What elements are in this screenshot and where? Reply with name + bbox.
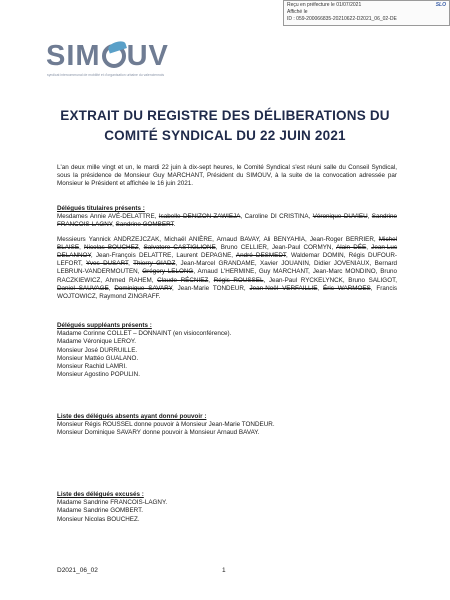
list-item: Monsieur José DURRUILLE. bbox=[57, 346, 138, 354]
list-item: Monsieur Agostino POPULIN. bbox=[57, 371, 140, 379]
excuses-section bbox=[57, 491, 397, 524]
delegate-name: Bruno CELLIER bbox=[220, 243, 267, 251]
list-prefix: Messieurs bbox=[57, 235, 89, 243]
delegate-name: Nicolas BOUCHEZ bbox=[84, 243, 139, 251]
delegate-name: Laurent DEPAGNE bbox=[176, 252, 232, 260]
delegate-name: Alain DÉE bbox=[336, 243, 367, 251]
delegate-name: Ali BENYAHIA bbox=[263, 235, 305, 243]
delegate-name: Waldemar DOMIN bbox=[291, 252, 344, 260]
pouvoir-section bbox=[57, 413, 397, 438]
delegate-name: Yannick ANDRZEJCZAK bbox=[88, 235, 160, 243]
delegate-name: Salvatore CASTIGLIONE bbox=[143, 243, 216, 251]
delegate-name: Éric WARMOES bbox=[323, 284, 371, 292]
list-item: Madame Sandrine FRANCOIS-LAGNY. bbox=[57, 499, 168, 507]
delegate-name: Bernard LEBRUN-VANDERMOUTEN bbox=[57, 260, 398, 276]
delegate-name: Raymond ZINGRAFF bbox=[99, 293, 159, 301]
delegate-name: Jean-Marie TONDEUR bbox=[177, 284, 244, 292]
delegate-name: Dominique SAVARY bbox=[114, 284, 172, 292]
pouvoir-heading: Liste des délégués absents ayant donné pouvoir : bbox=[57, 413, 207, 420]
delegate-name: Annie AVÉ-DELATTRE bbox=[89, 213, 155, 221]
document-title-line2: COMITÉ SYNDICAL DU 22 JUIN 2021 bbox=[104, 128, 346, 143]
logo-name-b: UV bbox=[126, 40, 169, 72]
messieurs-list: Messieurs Yannick ANDRZEJCZAK, Michaël ANIÈRE, Arnaud BAVAY, Ali BENYAHIA, Jean-Roger BERRIER, Michel BLAISE, Nicolas BOUCHEZ, Salvatore CASTIGLIONE, Bruno CELLIER, Jean-Paul CORMYN, Alain DÉE, Jean-Luc DELANNOY, Jean-François DELATTRE, Laurent DEPAGNE, André DESMEDT, Waldemar DOMIN, Régis DUFOUR-LEFORT, Yves DUSART, Thierry GIADZ, Jean-Marcel GRANDAME, Xavier JOUANIN, Didier JOVENIAUX, Bernard LEBRUN-VANDERMOUTEN, Grégory LELONG, Arnaud L'HERMINE, Guy MARCHANT, Jean-Marc MONDINO, Bruno RACZKIEWICZ, Ahmed RAHEM, Claude RÉCNIEZ, Régis ROUSSEL, Jean-Paul RYCKELYNCK, Bruno SALIGOT, Daniel SAUVAGE, Dominique SAVARY, Jean-Marie TONDEUR, Jean-Noël VERFAILLIE, Éric WARMOES, Francis WOJTOWICZ, Raymond ZINGRAFF. bbox=[57, 235, 398, 301]
excuses-heading: Liste des délégués excusés : bbox=[57, 491, 144, 498]
list-item: Monsieur Nicolas BOUCHEZ. bbox=[57, 515, 140, 523]
delegate-name: Jean-Marc MONDINO bbox=[312, 268, 376, 276]
list-item: Monsieur Mattéo GUALANO. bbox=[57, 354, 139, 362]
delegate-name: Grégory LELONG bbox=[142, 268, 194, 276]
delegate-name: Arnaud L'HERMINE bbox=[197, 268, 255, 276]
delegate-name: Bruno RACZKIEWICZ bbox=[57, 268, 398, 284]
delegate-name: Jean-Luc DELANNOY bbox=[57, 243, 398, 260]
delegate-name: Régis DUFOUR-LEFORT bbox=[57, 252, 398, 268]
delegate-name: Jean-François DELATTRE bbox=[95, 252, 172, 260]
list-item: Madame Sandrine GOMBERT. bbox=[57, 507, 143, 515]
titulaires-section bbox=[57, 205, 397, 301]
delegate-name: Caroline DI CRISTINA bbox=[244, 213, 309, 221]
delegate-name: Francis WOJTOWICZ bbox=[57, 284, 398, 301]
delegate-name: Yves DUSART bbox=[86, 260, 129, 268]
delegate-name: Thierry GIADZ bbox=[133, 260, 176, 268]
logo-o-icon bbox=[102, 44, 126, 68]
logo-name-a: SIM bbox=[46, 40, 101, 72]
delegate-name: Guy MARCHANT bbox=[258, 268, 309, 276]
delegate-name: Michaël ANIÈRE bbox=[164, 235, 213, 243]
document-title-line1: EXTRAIT DU REGISTRE DES DÉLIBERATIONS DU bbox=[60, 108, 390, 123]
list-item: Monsieur Régis ROUSSEL donne pouvoir à Monsieur Jean-Marie TONDEUR. bbox=[57, 421, 275, 429]
simouv-logo bbox=[46, 40, 206, 77]
list-item: Madame Corinne COLLET – DONNAINT (en visioconférence). bbox=[57, 330, 232, 338]
logo-tagline: syndicat intercommunal de mobilité et d'organisation urbaine du valenciennois bbox=[47, 73, 165, 77]
delegate-name: Jean-Paul RYCKELYNCK bbox=[268, 276, 343, 284]
delegate-name: Véronique DUVIEU bbox=[312, 213, 368, 221]
delegate-name: Régis ROUSSEL bbox=[213, 276, 264, 284]
titulaires-heading: Délégués titulaires présents : bbox=[57, 205, 145, 212]
stamp-received: Reçu en préfecture le 01/07/2021 bbox=[287, 2, 362, 8]
delegate-name: Ahmed RAHEM bbox=[105, 276, 152, 284]
prefecture-stamp bbox=[283, 0, 450, 26]
list-item: Madame Véronique LEROY. bbox=[57, 338, 136, 346]
delegate-name: Jean-Marcel GRANDAME bbox=[180, 260, 255, 268]
page-number: 1 bbox=[222, 567, 226, 574]
delegate-name: Xavier JOUANIN bbox=[260, 260, 309, 268]
stamp-id: ID : 059-200066835-20210622-D2021_06_02-DE bbox=[287, 16, 397, 22]
list-item: Monsieur Rachid LAMRI. bbox=[57, 363, 127, 371]
delegate-name: Didier JOVENIAUX bbox=[314, 260, 370, 268]
delegate-name: Sandrine FRANCOIS-LAGNY bbox=[57, 213, 397, 229]
delegate-name: Sandrine GOMBERT bbox=[115, 221, 174, 229]
delegate-name: Daniel SAUVAGE bbox=[57, 284, 109, 292]
document-reference: D2021_06_02 bbox=[57, 567, 98, 574]
delegate-name: Bruno SALIGOT bbox=[348, 276, 396, 284]
stamp-posted: Affiché le bbox=[287, 9, 308, 15]
mesdames-list: Mesdames Annie AVÉ-DELATTRE, Isabelle DENIZON-ZAWIEJA, Caroline DI CRISTINA, Véronique DUVIEU, Sandrine FRANCOIS-LAGNY, Sandrine GOMBERT. bbox=[57, 213, 397, 229]
suppleants-section bbox=[57, 322, 397, 379]
delegate-name: Michel BLAISE bbox=[57, 235, 397, 251]
list-prefix: Mesdames bbox=[57, 213, 90, 221]
suppleants-heading: Délégués suppléants présents : bbox=[57, 322, 152, 329]
delegate-name: Isabelle DENIZON-ZAWIEJA bbox=[158, 213, 241, 221]
list-item: Monsieur Dominique SAVARY donne pouvoir à Monsieur Arnaud BAVAY. bbox=[57, 429, 260, 437]
delegate-name: André DESMEDT bbox=[235, 252, 287, 260]
stamp-mark: SLO bbox=[435, 2, 446, 8]
intro-paragraph: L'an deux mille vingt et un, le mardi 22 juin à dix-sept heures, le Comité Syndical s'est réuni salle du Conseil Syndical, sous la présidence de Monsieur Guy MARCHANT, Président du SIMOUV, à la suite de la convocation adressée par Monsieur le Président et affichée le 16 juin 2021. bbox=[57, 164, 397, 188]
delegate-name: Claude RÉCNIEZ bbox=[157, 276, 209, 284]
delegate-name: Jean-Roger BERRIER bbox=[309, 235, 374, 243]
delegate-name: Arnaud BAVAY bbox=[216, 235, 259, 243]
delegate-name: Jean-Paul CORMYN bbox=[271, 243, 332, 251]
delegate-name: Jean-Noël VERFAILLIE bbox=[249, 284, 318, 292]
